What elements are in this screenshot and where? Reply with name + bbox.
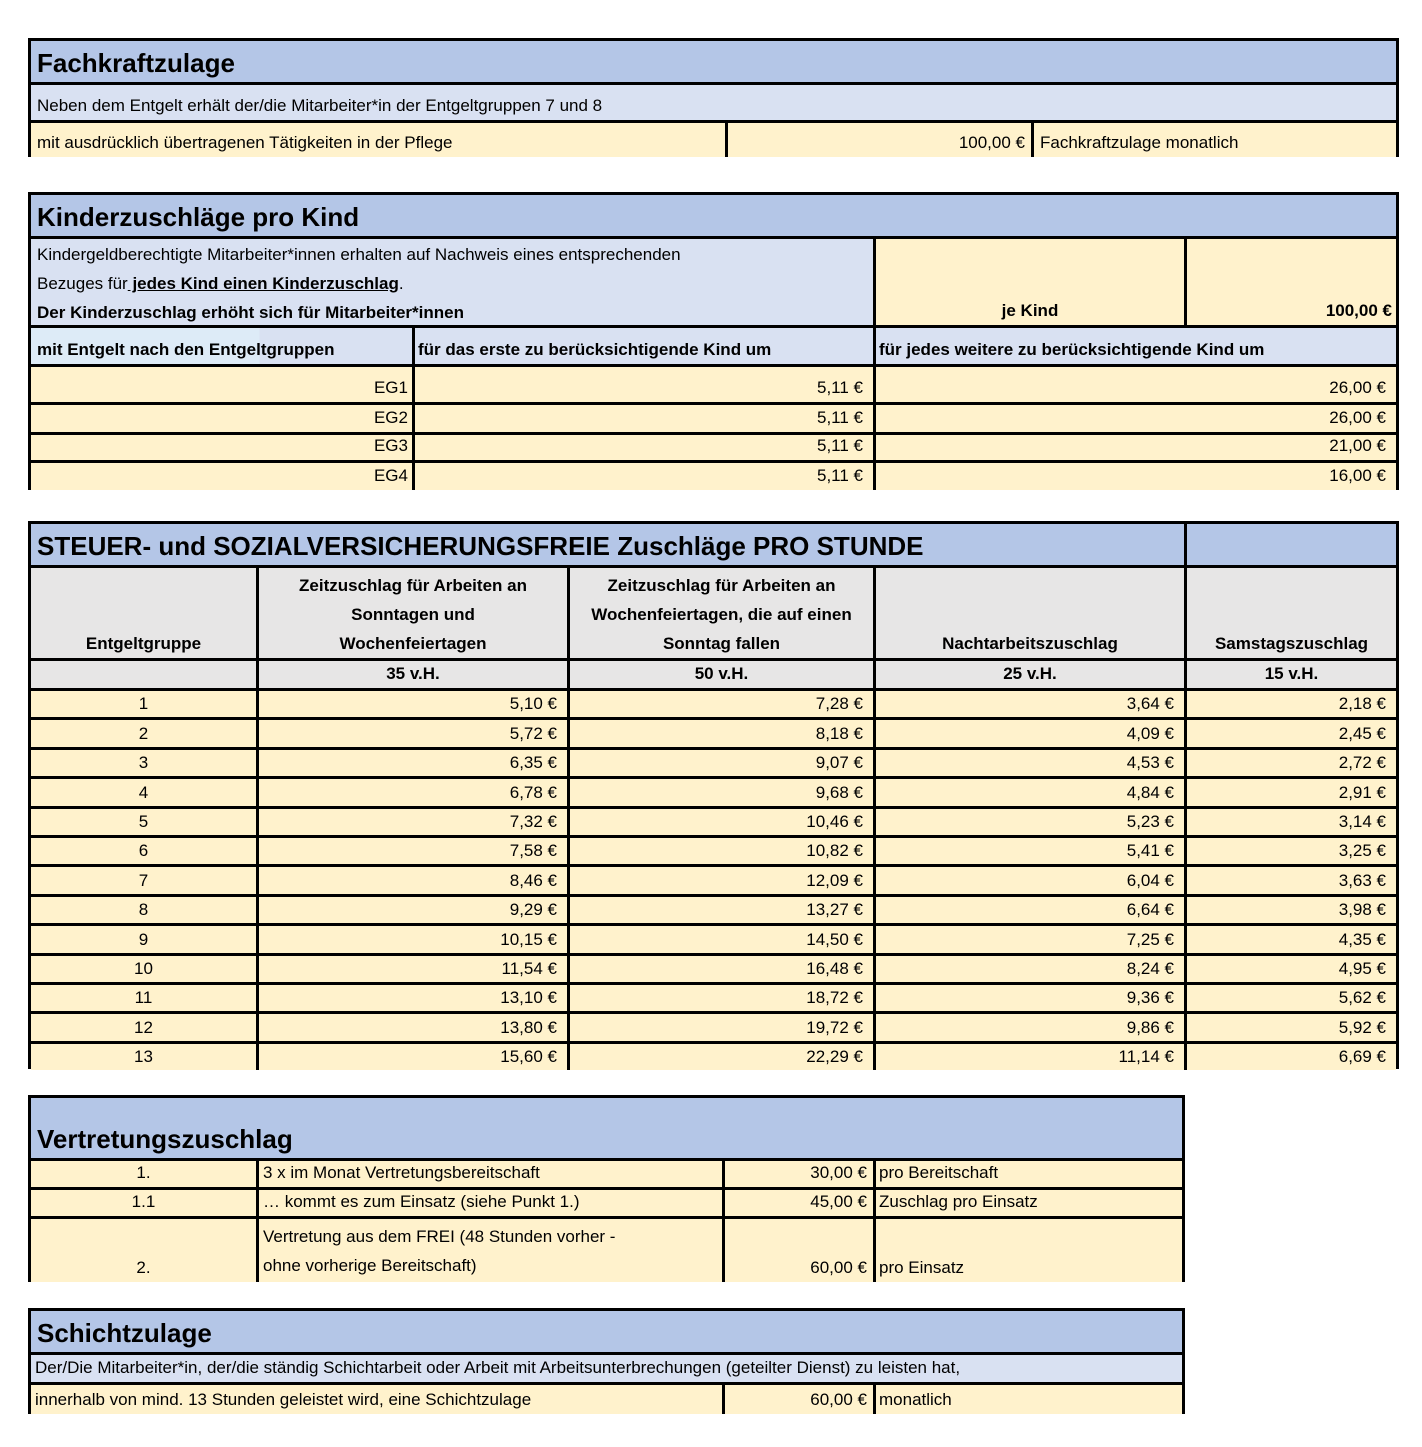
row-note: pro Bereitschaft: [873, 1161, 1182, 1187]
nacht-cell: 7,25 €: [873, 926, 1184, 952]
description-line-2-emphasis: jedes Kind einen Kinderzuschlag: [127, 274, 399, 293]
entgeltgruppe-cell: 13: [31, 1044, 256, 1070]
feiertag-sonntag-cell: 9,07 €: [567, 750, 873, 776]
feiertag-sonntag-cell: 8,18 €: [567, 720, 873, 746]
table-row: [31, 688, 1396, 717]
table-row: [31, 776, 1396, 805]
row-amount: 100,00 €: [725, 123, 1031, 157]
table-row: [31, 953, 1396, 982]
samstag-cell: 2,72 €: [1184, 750, 1396, 776]
rate-cell-empty: [31, 661, 256, 688]
samstag-cell: 2,91 €: [1184, 779, 1396, 805]
sonntag-cell: 6,35 €: [256, 750, 567, 776]
description-line-2: [37, 269, 867, 298]
group-cell: EG3: [31, 435, 412, 460]
nacht-cell: 11,14 €: [873, 1044, 1184, 1070]
description-block: [31, 239, 873, 325]
table-row: [31, 923, 1396, 952]
description-line-2-prefix: Bezuges für: [37, 274, 128, 293]
table-title-row: [31, 41, 1396, 82]
row-description: … kommt es zum Einsatz (siehe Punkt 1.): [256, 1190, 722, 1216]
row-note: monatlich: [873, 1385, 1182, 1414]
entgeltgruppe-cell: 3: [31, 750, 256, 776]
table-row: [31, 120, 1396, 157]
row-label: innerhalb von mind. 13 Stunden geleistet wird, eine Schichtzulage: [31, 1385, 722, 1414]
row-note: pro Einsatz: [873, 1219, 1182, 1282]
row-amount: 45,00 €: [722, 1190, 873, 1216]
table-row: [31, 894, 1396, 923]
row-amount: 60,00 €: [722, 1385, 873, 1414]
column-header-further-child: für jedes weitere zu berücksichtigende Kind um: [873, 328, 1396, 364]
first-child-cell: 5,11 €: [412, 463, 873, 490]
table-row: [31, 747, 1396, 776]
group-cell: EG2: [31, 405, 412, 432]
rate-cell-samstag: 15 v.H.: [1184, 661, 1396, 688]
rate-cell-nacht: 25 v.H.: [873, 661, 1184, 688]
feiertag-sonntag-cell: 22,29 €: [567, 1044, 873, 1070]
description-row: [31, 236, 1396, 325]
row-label: mit ausdrücklich übertragenen Tätigkeiten in der Pflege: [31, 123, 725, 157]
title-spacer-cell: [1184, 524, 1396, 565]
description-line-1: Kindergeldberechtigte Mitarbeiter*innen erhalten auf Nachweis eines entsprechenden: [37, 245, 681, 264]
section-title: Vertretungszuschlag: [31, 1098, 1182, 1158]
column-header-feiertag-sonntag: Zeitzuschlag für Arbeiten an Wochenfeiertagen, die auf einen Sonntag fallen: [567, 568, 873, 658]
nacht-cell: 6,04 €: [873, 867, 1184, 893]
entgeltgruppe-cell: 11: [31, 985, 256, 1011]
nacht-cell: 4,53 €: [873, 750, 1184, 776]
further-child-cell: 26,00 €: [873, 367, 1396, 402]
sonntag-cell: 8,46 €: [256, 867, 567, 893]
row-description-line-1: Vertretung aus dem FREI (48 Stunden vorher -: [263, 1227, 616, 1246]
sonntag-cell: 7,32 €: [256, 809, 567, 835]
table-row: [31, 1158, 1182, 1187]
zuschlaege-pro-stunde-table: [28, 521, 1399, 1069]
column-header-group: mit Entgelt nach den Entgeltgruppen: [31, 328, 412, 364]
table-row: [31, 1382, 1182, 1414]
samstag-cell: 5,62 €: [1184, 985, 1396, 1011]
table-row: [31, 1216, 1182, 1282]
samstag-cell: 3,98 €: [1184, 897, 1396, 923]
vertretungszuschlag-table: [28, 1095, 1185, 1282]
first-child-cell: 5,11 €: [412, 435, 873, 460]
rate-cell-sonntag: 35 v.H.: [256, 661, 567, 688]
feiertag-sonntag-cell: 14,50 €: [567, 926, 873, 952]
description-text: Der/Die Mitarbeiter*in, der/die ständig Schichtarbeit oder Arbeit mit Arbeitsunterbrechungen (geteilter Dienst) zu leisten hat,: [31, 1355, 1182, 1382]
group-cell: EG4: [31, 463, 412, 490]
description-text: Neben dem Entgelt erhält der/die Mitarbeiter*in der Entgeltgruppen 7 und 8: [31, 85, 1396, 120]
column-header-first-child: für das erste zu berücksichtigende Kind um: [412, 328, 873, 364]
table-row: [31, 1041, 1396, 1070]
row-amount: 30,00 €: [722, 1161, 873, 1187]
entgeltgruppe-cell: 1: [31, 691, 256, 717]
feiertag-sonntag-cell: 10,46 €: [567, 809, 873, 835]
row-number: 1.: [31, 1161, 256, 1187]
column-header-samstag: Samstagszuschlag: [1184, 568, 1396, 658]
nacht-cell: 9,86 €: [873, 1014, 1184, 1040]
table-title-row: [31, 1311, 1182, 1352]
entgeltgruppe-cell: 9: [31, 926, 256, 952]
table-row: [31, 806, 1396, 835]
feiertag-sonntag-cell: 9,68 €: [567, 779, 873, 805]
sonntag-cell: 10,15 €: [256, 926, 567, 952]
nacht-cell: 5,23 €: [873, 809, 1184, 835]
entgeltgruppe-cell: 12: [31, 1014, 256, 1040]
entgeltgruppe-cell: 6: [31, 838, 256, 864]
row-amount: 60,00 €: [722, 1219, 873, 1282]
samstag-cell: 4,35 €: [1184, 926, 1396, 952]
table-title-row: [31, 524, 1396, 565]
description-row: [31, 82, 1396, 120]
row-description: [256, 1219, 722, 1282]
feiertag-sonntag-cell: 18,72 €: [567, 985, 873, 1011]
row-description: 3 x im Monat Vertretungsbereitschaft: [256, 1161, 722, 1187]
table-row: [31, 460, 1396, 490]
feiertag-sonntag-cell: 19,72 €: [567, 1014, 873, 1040]
schichtzulage-table: [28, 1308, 1185, 1414]
column-header-entgeltgruppe: Entgeltgruppe: [31, 568, 256, 658]
nacht-cell: 8,24 €: [873, 956, 1184, 982]
kinderzuschlaege-table: [28, 192, 1399, 490]
sonntag-cell: 11,54 €: [256, 956, 567, 982]
row-description-line-2: ohne vorherige Bereitschaft): [263, 1256, 477, 1275]
entgeltgruppe-cell: 8: [31, 897, 256, 923]
description-line-3: Der Kinderzuschlag erhöht sich für Mitarbeiter*innen: [37, 303, 464, 322]
section-title: Fachkraftzulage: [31, 41, 1396, 82]
column-header-sonntag: Zeitzuschlag für Arbeiten an Sonntagen und Wochenfeiertagen: [256, 568, 567, 658]
samstag-cell: 2,18 €: [1184, 691, 1396, 717]
description-row: [31, 1352, 1182, 1382]
description-line-2-suffix: .: [398, 274, 404, 293]
rate-cell-feiertag-sonntag: 50 v.H.: [567, 661, 873, 688]
table-title-row: [31, 195, 1396, 236]
feiertag-sonntag-cell: 10,82 €: [567, 838, 873, 864]
samstag-cell: 5,92 €: [1184, 1014, 1396, 1040]
sonntag-cell: 7,58 €: [256, 838, 567, 864]
table-row: [31, 982, 1396, 1011]
feiertag-sonntag-cell: 12,09 €: [567, 867, 873, 893]
rate-row: [31, 658, 1396, 688]
per-child-label: je Kind: [873, 239, 1184, 325]
further-child-cell: 16,00 €: [873, 463, 1396, 490]
group-cell: EG1: [31, 367, 412, 402]
table-row: [31, 864, 1396, 893]
row-note: Fachkraftzulage monatlich: [1031, 123, 1396, 157]
nacht-cell: 6,64 €: [873, 897, 1184, 923]
feiertag-sonntag-cell: 16,48 €: [567, 956, 873, 982]
column-header-nacht: Nachtarbeitszuschlag: [873, 568, 1184, 658]
row-number: 2.: [31, 1219, 256, 1282]
sonntag-cell: 15,60 €: [256, 1044, 567, 1070]
feiertag-sonntag-cell: 13,27 €: [567, 897, 873, 923]
table-title-row: [31, 1098, 1182, 1158]
sonntag-cell: 13,10 €: [256, 985, 567, 1011]
samstag-cell: 2,45 €: [1184, 720, 1396, 746]
entgeltgruppe-cell: 5: [31, 809, 256, 835]
row-note: Zuschlag pro Einsatz: [873, 1190, 1182, 1216]
samstag-cell: 3,25 €: [1184, 838, 1396, 864]
nacht-cell: 5,41 €: [873, 838, 1184, 864]
sonntag-cell: 13,80 €: [256, 1014, 567, 1040]
samstag-cell: 3,63 €: [1184, 867, 1396, 893]
table-row: [31, 402, 1396, 432]
further-child-cell: 26,00 €: [873, 405, 1396, 432]
nacht-cell: 4,84 €: [873, 779, 1184, 805]
table-row: [31, 1011, 1396, 1040]
samstag-cell: 3,14 €: [1184, 809, 1396, 835]
first-child-cell: 5,11 €: [412, 405, 873, 432]
sonntag-cell: 6,78 €: [256, 779, 567, 805]
section-title: Schichtzulage: [31, 1311, 1182, 1352]
table-row: [31, 835, 1396, 864]
nacht-cell: 9,36 €: [873, 985, 1184, 1011]
first-child-cell: 5,11 €: [412, 367, 873, 402]
entgeltgruppe-cell: 10: [31, 956, 256, 982]
samstag-cell: 6,69 €: [1184, 1044, 1396, 1070]
per-child-amount: 100,00 €: [1184, 239, 1396, 325]
fachkraftzulage-table: [28, 38, 1399, 157]
sonntag-cell: 5,72 €: [256, 720, 567, 746]
entgeltgruppe-cell: 7: [31, 867, 256, 893]
section-title: Kinderzuschläge pro Kind: [31, 195, 1396, 236]
table-row: [31, 717, 1396, 746]
sonntag-cell: 5,10 €: [256, 691, 567, 717]
further-child-cell: 21,00 €: [873, 435, 1396, 460]
entgeltgruppe-cell: 2: [31, 720, 256, 746]
samstag-cell: 4,95 €: [1184, 956, 1396, 982]
row-number: 1.1: [31, 1190, 256, 1216]
table-row: [31, 432, 1396, 460]
sonntag-cell: 9,29 €: [256, 897, 567, 923]
table-row: [31, 1187, 1182, 1216]
feiertag-sonntag-cell: 7,28 €: [567, 691, 873, 717]
nacht-cell: 3,64 €: [873, 691, 1184, 717]
column-header-row: [31, 565, 1396, 658]
table-row: [31, 364, 1396, 402]
nacht-cell: 4,09 €: [873, 720, 1184, 746]
column-header-row: [31, 325, 1396, 364]
section-title: STEUER- und SOZIALVERSICHERUNGSFREIE Zuschläge PRO STUNDE: [31, 524, 1184, 565]
entgeltgruppe-cell: 4: [31, 779, 256, 805]
